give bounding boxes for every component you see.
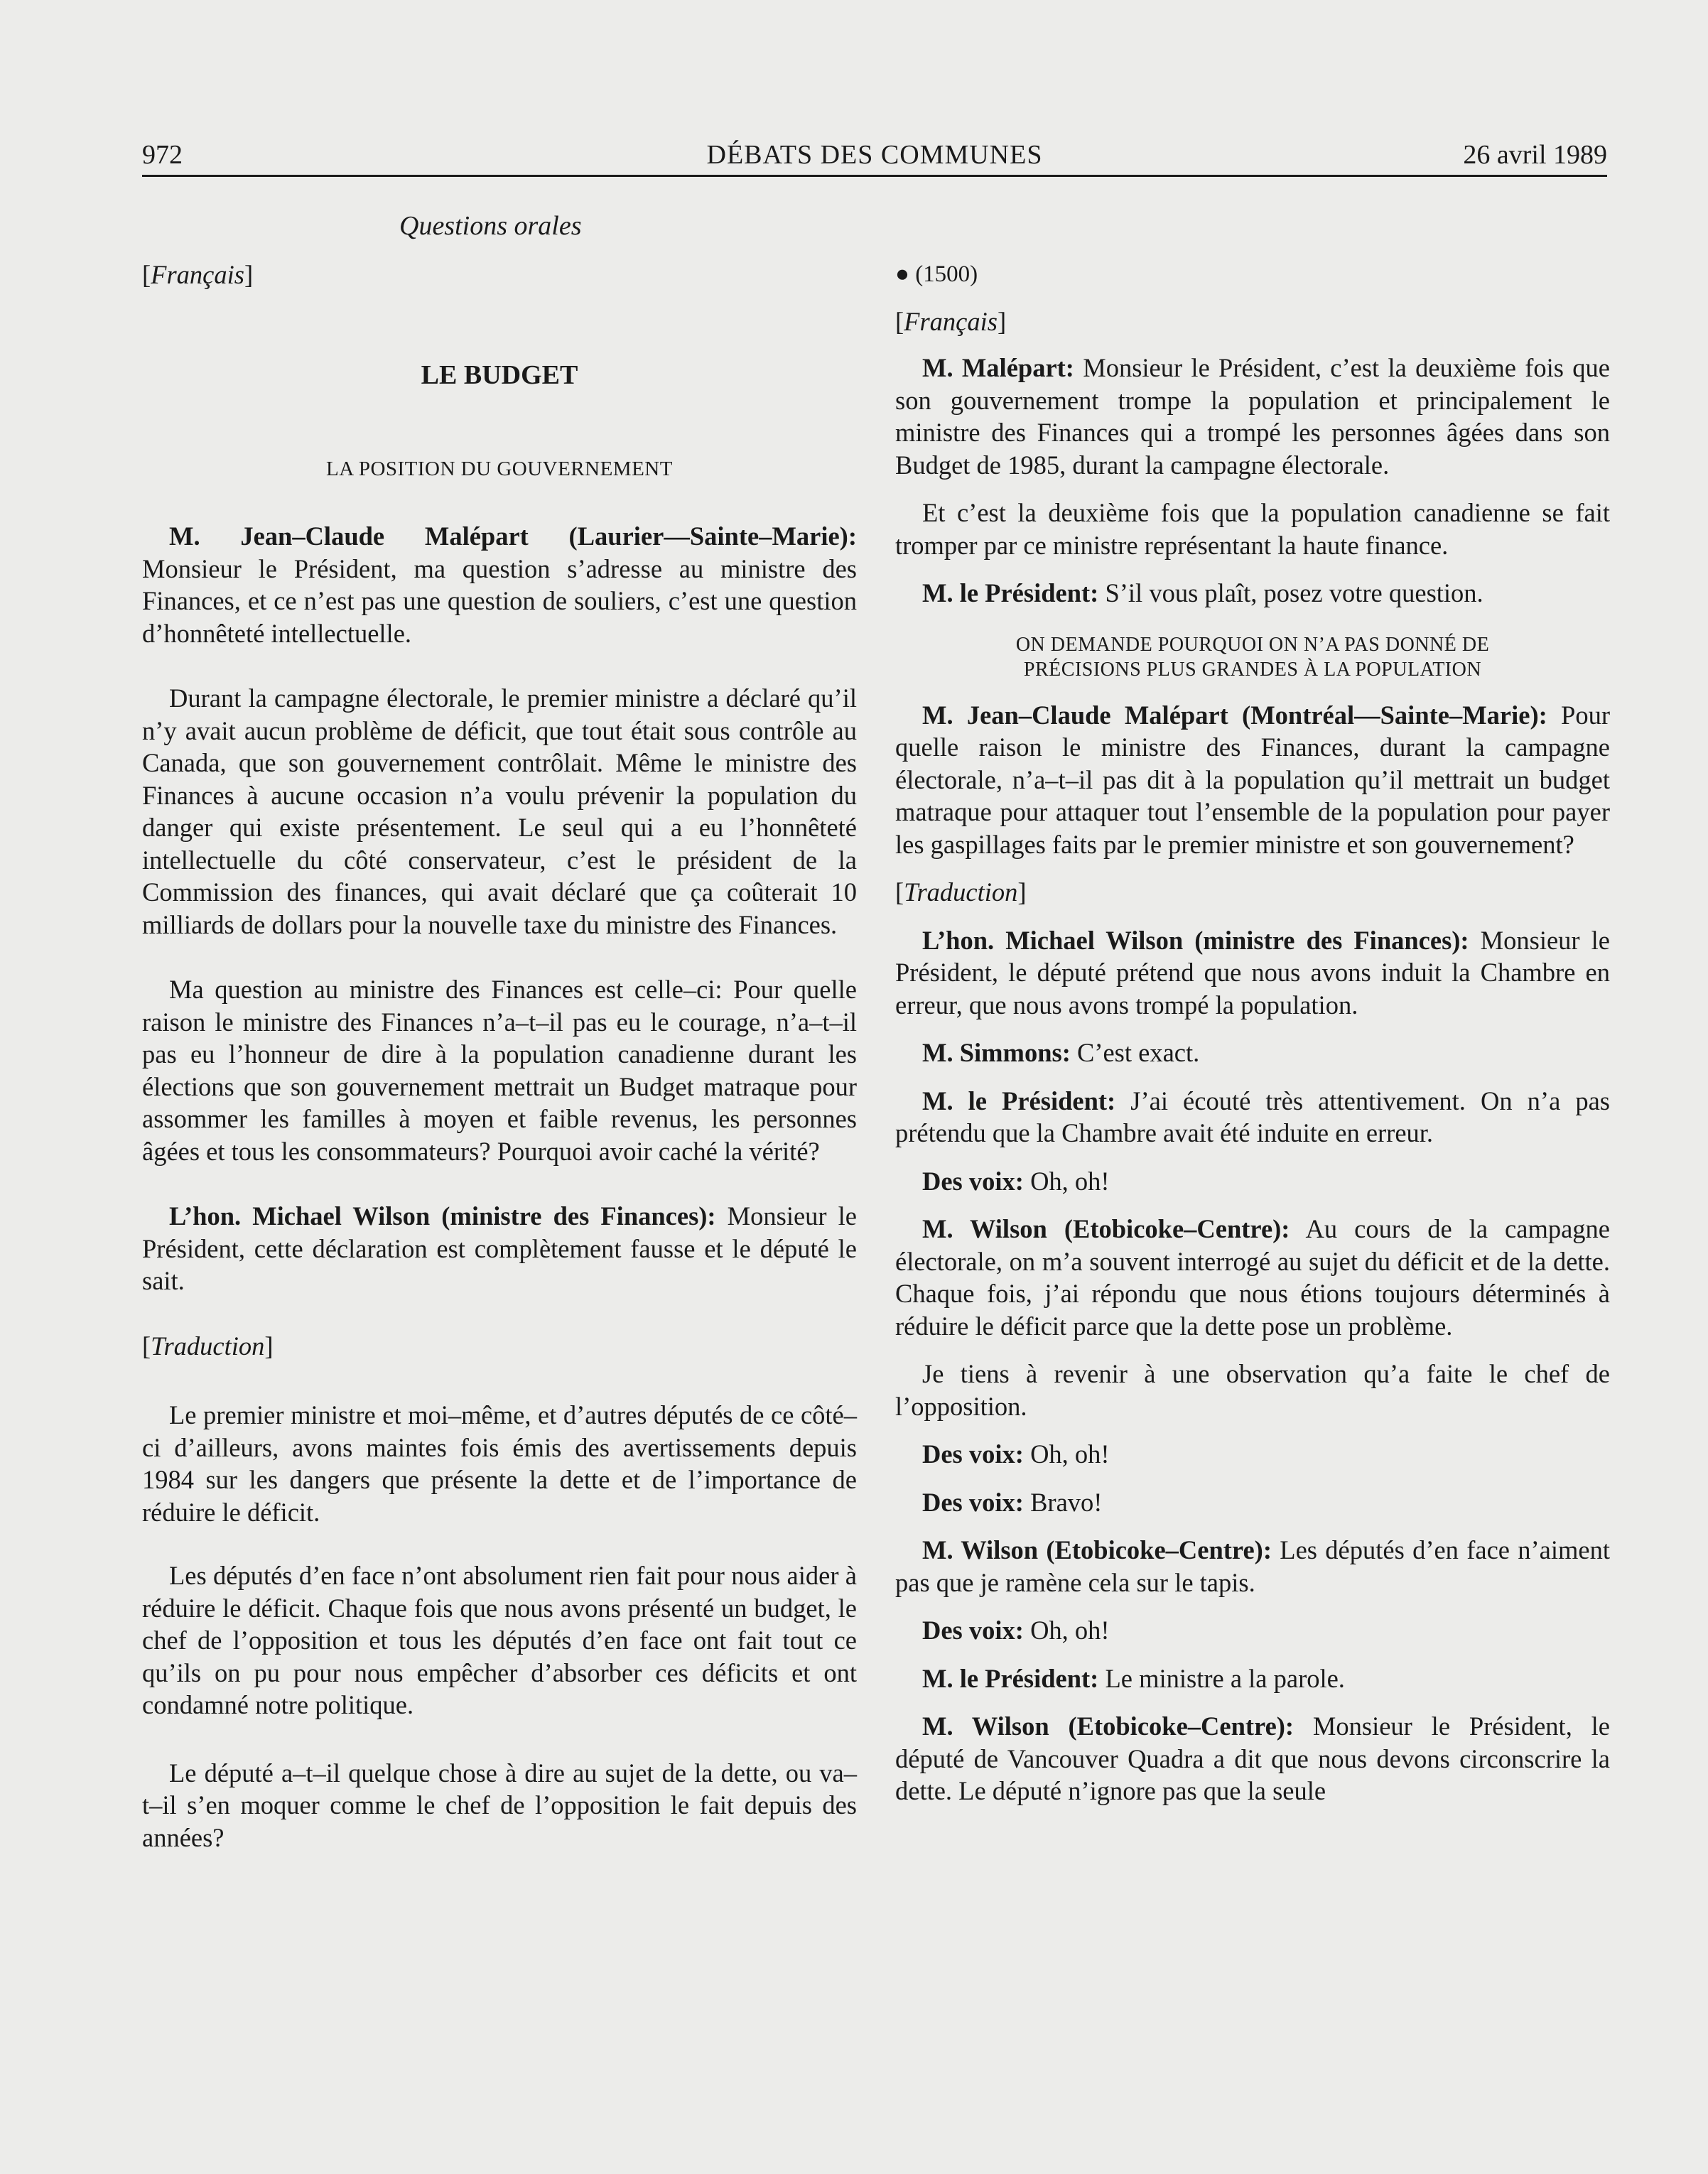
speech-text: Bravo! [1023, 1487, 1103, 1517]
paragraph [895, 699, 1610, 861]
paragraph: Et c’est la deuxième fois que la population canadienne se fait tromper par ce ministre représentant la haute finance. [895, 498, 1610, 560]
paragraph: Durant la campagne électorale, le premier ministre a déclaré qu’il n’y avait aucun problème de déficit, que tout était sous contrôle au Canada, que son gouvernement contrôlait. Même le ministre des Finances à aucune occasion n’a voulu prévenir la population du danger qui existe présentement. Le seul qui a eu l’honnêteté intellectuelle du côté conservateur, c’est le président de la Commission des finances, qui avait déclaré que ça coûterait 10 milliards de dollars pour la nouvelle taxe du ministre des Finances. [142, 683, 857, 939]
paragraph [142, 1200, 857, 1297]
language-tag: [Français] [142, 260, 254, 289]
speaker-name: Des voix: [922, 1616, 1024, 1645]
language-tag-text: Français [151, 260, 244, 289]
speaker-name: Des voix: [922, 1439, 1024, 1469]
speech-text: Monsieur le Président, c’est la deuxième fois que son gouvernement trompe la population et principalement le ministre des Finances qui a trompé les personnes âgées dans son Budget de 1985, durant la campagne électorale. [895, 353, 1610, 480]
speech-text: Monsieur le Président, le député prétend que nous avons induit la Chambre en erreur, que nous avons trompé la population. [895, 925, 1611, 1020]
language-tag-text: Français [904, 306, 998, 336]
speaker-name: Des voix: [922, 1487, 1024, 1517]
time-marker [895, 259, 1610, 291]
speech-text: Monsieur le Président, cette déclaration est complètement fausse et le député le sait. [142, 1201, 858, 1295]
paragraph [895, 1085, 1610, 1150]
paragraph [142, 520, 857, 649]
heading-budget: LE BUDGET [421, 359, 578, 390]
language-tag: [Français] [895, 306, 1007, 336]
subheading-line: ON DEMANDE POURQUOI ON N’A PAS DONNÉ DE [1015, 633, 1490, 656]
speaker-name: M. le Président: [922, 1086, 1116, 1115]
paragraph [895, 1710, 1610, 1807]
speaker-name: L’hon. Michael Wilson (ministre des Finances): [922, 925, 1469, 955]
paragraph [895, 1213, 1610, 1342]
paragraph [895, 1614, 1610, 1647]
speech-text: Oh, oh! [1023, 1439, 1110, 1469]
speaker-name: M. Wilson (Etobicoke–Centre): [922, 1535, 1272, 1564]
subheading-position: LA POSITION DU GOUVERNEMENT [326, 458, 673, 480]
right-column [895, 256, 1610, 1807]
paragraph [895, 1165, 1610, 1198]
subheading-question [895, 632, 1610, 682]
time-marker-text: (1500) [915, 261, 978, 287]
paragraph [895, 352, 1610, 481]
page-date: 26 avril 1989 [1463, 140, 1607, 170]
speaker-name: M. le Président: [922, 1663, 1099, 1693]
speech-text: S’il vous plaît, posez votre question. [1098, 578, 1483, 607]
paragraph: Je tiens à revenir à une observation qu’a faite le chef de l’opposition. [895, 1359, 1610, 1421]
speech-text: Oh, oh! [1023, 1166, 1110, 1196]
speech-text: Oh, oh! [1023, 1616, 1110, 1645]
paragraph: Le député a–t–il quelque chose à dire au sujet de la dette, ou va–t–il s’en moquer comme le chef de l’opposition le fait depuis des années? [142, 1758, 857, 1852]
speaker-name: M. Jean–Claude Malépart (Laurier—Sainte–Marie): [169, 521, 857, 551]
speech-text: Au cours de la campagne électorale, on m’a souvent interrogé au sujet du déficit et de la dette. Chaque fois, j’ai répondu que nous étions toujours déterminés à réduire le déficit parce que la dette pose un problème. [895, 1214, 1611, 1341]
paragraph [895, 577, 1610, 610]
left-column [142, 256, 857, 1854]
speaker-name: M. Wilson (Etobicoke–Centre): [922, 1711, 1294, 1741]
language-tag: [Traduction] [895, 877, 1027, 907]
speaker-name: Des voix: [922, 1166, 1024, 1196]
speech-text: C’est exact. [1070, 1038, 1200, 1067]
page-number: 972 [142, 140, 183, 170]
page-header [142, 134, 1607, 177]
speaker-name: M. Jean–Claude Malépart (Montréal—Sainte–Marie): [922, 700, 1547, 730]
paragraph [895, 1486, 1610, 1519]
paragraph [895, 1037, 1610, 1069]
bullet-icon: ● [895, 261, 909, 287]
language-tag-text: Traduction [151, 1331, 265, 1361]
speaker-name: M. Malépart: [922, 353, 1074, 382]
paragraph [895, 924, 1610, 1022]
subheading-line: PRÉCISIONS PLUS GRANDES À LA POPULATION [1023, 658, 1482, 681]
speech-text: Le ministre a la parole. [1098, 1663, 1345, 1693]
speaker-name: M. Simmons: [922, 1038, 1071, 1067]
section-title: Questions orales [399, 211, 582, 241]
speaker-name: M. le Président: [922, 578, 1099, 607]
language-tag-text: Traduction [904, 877, 1018, 907]
speaker-name: L’hon. Michael Wilson (ministre des Finances): [169, 1201, 716, 1231]
paragraph: Le premier ministre et moi–même, et d’autres députés de ce côté–ci d’ailleurs, avons maintes fois émis des avertissements depuis 1984 sur les dangers que présente la dette et de l’importance de réduire le déficit. [142, 1400, 857, 1527]
speech-text: Monsieur le Président, le député de Vancouver Quadra a dit que nous devons circonscrire la dette. Le député n’ignore pas que la seule [895, 1711, 1611, 1805]
paragraph: Les députés d’en face n’ont absolument rien fait pour nous aider à réduire le déficit. Chaque fois que nous avons présenté un budget, le chef de l’opposition et tous les députés d’en face ont fait tout ce qu’ils on pu pour nous empêcher d’absorber ces déficits et ont condamné notre politique. [142, 1561, 857, 1719]
page-title: DÉBATS DES COMMUNES [706, 140, 1043, 170]
language-tag: [Traduction] [142, 1331, 274, 1361]
speech-text: Monsieur le Président, ma question s’adresse au ministre des Finances, et ce n’est pas une question de souliers, c’est une question d’honnêteté intellectuelle. [142, 553, 857, 648]
paragraph [895, 1438, 1610, 1471]
speech-text: J’ai écouté très attentivement. On n’a pas prétendu que la Chambre avait été induite en erreur. [895, 1086, 1610, 1147]
speaker-name: M. Wilson (Etobicoke–Centre): [922, 1214, 1290, 1243]
speech-text: Les députés d’en face n’aiment pas que je ramène cela sur le tapis. [895, 1535, 1610, 1597]
speech-text: Pour quelle raison le ministre des Finances, durant la campagne électorale, n’a–t–il pas dit à la population qu’il mettrait un budget matraque pour attaquer tout l’ensemble de la population pour payer les gaspillages faits par le premier ministre et son gouvernement? [895, 700, 1610, 859]
paragraph [895, 1534, 1610, 1599]
paragraph: Ma question au ministre des Finances est celle–ci: Pour quelle raison le ministre des Finances n’a–t–il pas eu le courage, n’a–t–il pas eu l’honneur de dire à la population canadienne durant les élections que son gouvernement mettrait un Budget matraque pour assommer les familles à moyen et faible revenus, les personnes âgées et tous les consommateurs? Pourquoi avoir caché la vérité? [142, 975, 857, 1166]
paragraph [895, 1662, 1610, 1695]
